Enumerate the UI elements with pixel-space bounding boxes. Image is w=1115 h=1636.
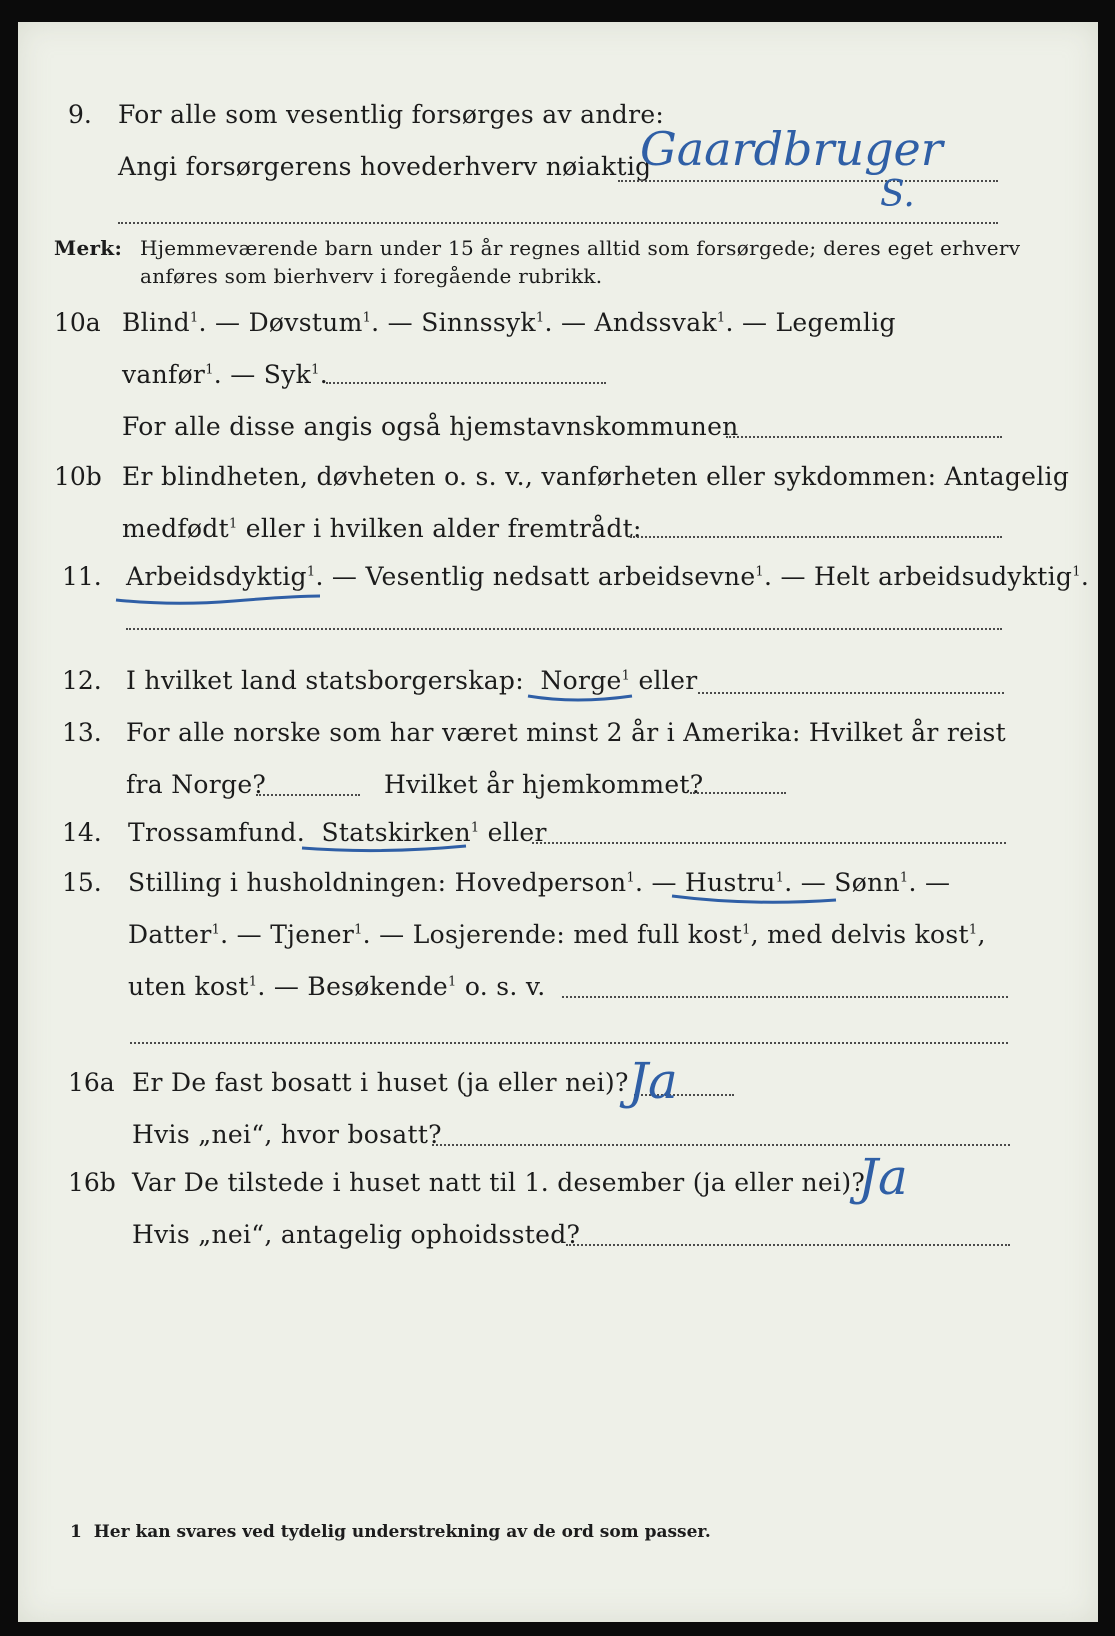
question-10a-line-1: Blind$^1$. — Døvstum$^1$. — Sinnssyk$^1$. — Andssvak$^1$. — Legemlig [122, 308, 896, 337]
answer-line [566, 1244, 1010, 1246]
answer-line [618, 180, 998, 182]
question-10b-number: 10b [54, 462, 102, 491]
question-14-number: 14. [62, 818, 102, 847]
question-16a-number: 16a [68, 1068, 115, 1097]
question-16b-number: 16b [68, 1168, 116, 1197]
question-14-line: Trossamfund. Statskirken$^1$ eller [128, 818, 547, 847]
question-10b-line-2: medfødt$^1$ eller i hvilken alder fremtrådt: [122, 514, 642, 543]
answer-line [726, 436, 1002, 438]
question-12-line: I hvilket land statsborgerskap: Norge$^1$ eller [126, 666, 698, 695]
answer-line [126, 628, 1002, 630]
note-line-2: anføres som bierhverv i foregående rubrikk. [140, 264, 603, 288]
answer-line [432, 1144, 1010, 1146]
question-13-line-1: For alle norske som har været minst 2 år i Amerika: Hvilket år reist [126, 718, 1007, 747]
question-10b-line-1: Er blindheten, døvheten o. s. v., vanførheten eller sykdommen: Antagelig [122, 462, 1070, 491]
question-16b-line-2: Hvis „nei“, antagelig ophoidssted? [132, 1220, 581, 1249]
question-9-line-2: Angi forsørgerens hovederhverv nøiaktig [118, 152, 652, 181]
answer-line [118, 222, 998, 224]
answer-line [562, 996, 1008, 998]
note-line-1: Hjemmeværende barn under 15 år regnes alltid som forsørgede; deres eget erhverv [140, 236, 1021, 260]
answer-line [698, 692, 1004, 694]
question-15-line-2: Datter$^1$. — Tjener$^1$. — Losjerende: med full kost$^1$, med delvis kost$^1$, [128, 920, 986, 949]
question-9-line-1: For alle som vesentlig forsørges av andre: [118, 100, 665, 129]
question-10a-line-2: vanfør$^1$. — Syk$^1$. [122, 360, 328, 389]
handwritten-underline [526, 690, 636, 704]
handwritten-underline [114, 590, 324, 606]
answer-line [130, 1042, 1008, 1044]
question-11-line: Arbeidsdyktig$^1$. — Vesentlig nedsatt arbeidsevne$^1$. — Helt arbeidsudyktig$^1$. [126, 562, 1090, 591]
answer-line [532, 842, 1006, 844]
question-13-line-2b: Hvilket år hjemkommet? [384, 770, 704, 799]
handwritten-underline [300, 840, 470, 854]
question-12-number: 12. [62, 666, 102, 695]
handwritten-underline [670, 892, 840, 906]
question-10a-line-3: For alle disse angis også hjemstavnskommunen [122, 412, 739, 441]
answer-line [630, 536, 1002, 538]
question-16a-line-1: Er De fast bosatt i huset (ja eller nei)? [132, 1068, 629, 1097]
question-16a-line-2: Hvis „nei“, hvor bosatt? [132, 1120, 442, 1149]
handwritten-mark: S. [880, 174, 915, 215]
question-15-number: 15. [62, 868, 102, 897]
question-15-line-3: uten kost$^1$. — Besøkende$^1$ o. s. v. [128, 972, 546, 1001]
answer-line [256, 794, 360, 796]
handwritten-occupation: Gaardbruger [640, 122, 943, 176]
answer-line [326, 382, 606, 384]
note-label: Merk: [54, 236, 123, 260]
question-13-line-2a: fra Norge? [126, 770, 267, 799]
question-9-number: 9. [68, 100, 92, 129]
handwritten-answer-16b: Ja [858, 1148, 908, 1206]
footnote: 1 Her kan svares ved tydelig understrekning av de ord som passer. [70, 1522, 711, 1542]
question-16b-line-1: Var De tilstede i huset natt til 1. desember (ja eller nei)? [132, 1168, 866, 1197]
handwritten-answer-16a: Ja [628, 1052, 678, 1110]
question-10a-number: 10a [54, 308, 101, 337]
question-13-number: 13. [62, 718, 102, 747]
question-15-line-1: Stilling i husholdningen: Hovedperson$^1$. — Hustru$^1$. — Sønn$^1$. — [128, 868, 951, 897]
census-form-page [18, 22, 1098, 1622]
question-11-number: 11. [62, 562, 102, 591]
answer-line [690, 792, 786, 794]
